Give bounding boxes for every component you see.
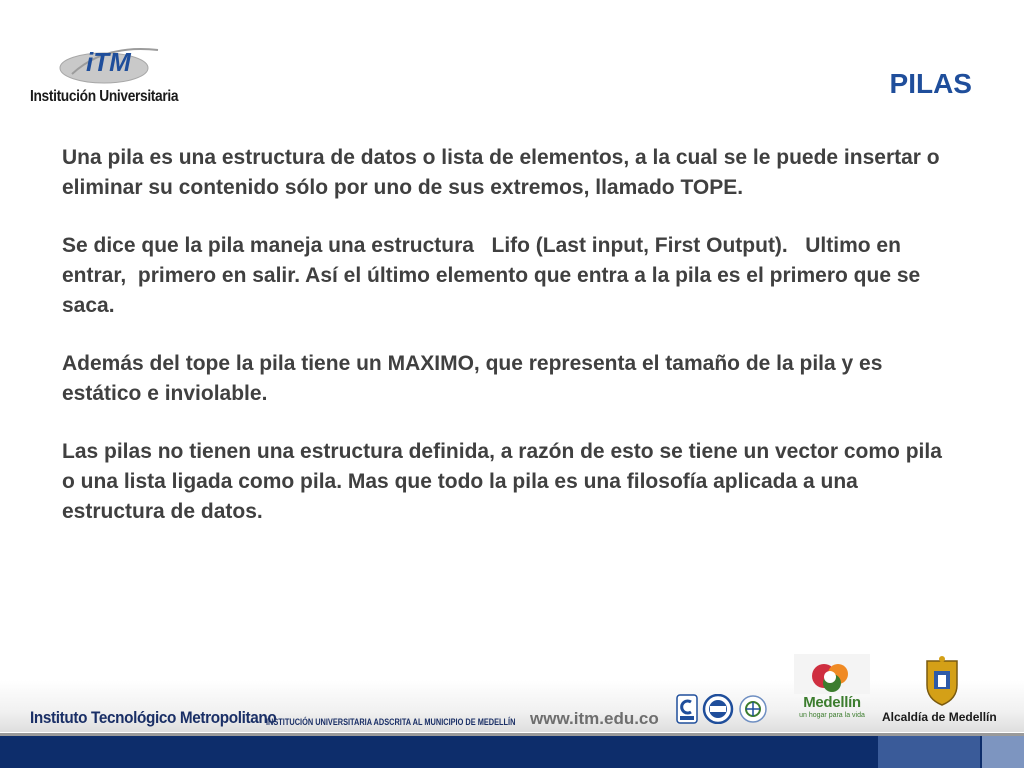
iqnet-icon: [702, 694, 734, 724]
medellin-logo-text: Medellín: [803, 694, 861, 711]
medellin-tagline: un hogar para la vida: [799, 712, 865, 719]
medellin-logo: [792, 652, 872, 728]
medellin-logo-icon: [792, 652, 872, 694]
svg-text:iTM: iTM: [86, 47, 131, 77]
coat-of-arms-icon: [922, 655, 962, 707]
icontec-icon: [738, 694, 768, 724]
footer-website-link[interactable]: www.itm.edu.co: [530, 709, 659, 728]
page-title: PILAS: [889, 68, 972, 99]
paragraph-structure: Las pilas no tienen una estructura definida, a razón de esto se tiene un vector como pila o una lista ligada como pila. Mas que todo la pila es una filosofía aplicada a una estructura de datos.: [62, 440, 948, 523]
paragraph-maximo: Además del tope la pila tiene un MAXIMO, que representa el tamaño de la pila y es estático e inviolable.: [62, 352, 889, 405]
itm-logo-icon: [58, 40, 168, 90]
paragraph-definition: Una pila es una estructura de datos o lista de elementos, a la cual se le puede insertar o eliminar su contenido sólo por uno de sus extremos, llamado TOPE.: [62, 146, 946, 199]
certification-c-icon: [676, 694, 698, 724]
logo-caption: Institución Universitaria: [30, 88, 179, 105]
footer-band-accent: [878, 736, 980, 768]
itm-logo: [30, 40, 190, 112]
slide-body: [62, 143, 948, 555]
footer-institute-name: Instituto Tecnológico Metropolitano: [30, 708, 277, 727]
footer-band-accent-light: [982, 736, 1024, 768]
alcaldia-label: Alcaldía de Medellín: [882, 710, 997, 724]
footer-band: [0, 736, 1024, 768]
paragraph-lifo: Se dice que la pila maneja una estructura Lifo (Last input, First Output). Ultimo en entrar, primero en salir. Así el último elemento que entra a la pila es el primero que se saca.: [62, 234, 927, 317]
footer-subscribed-text: INSTITUCIÓN UNIVERSITARIA ADSCRITA AL MUNICIPIO DE MEDELLÍN: [266, 717, 516, 727]
